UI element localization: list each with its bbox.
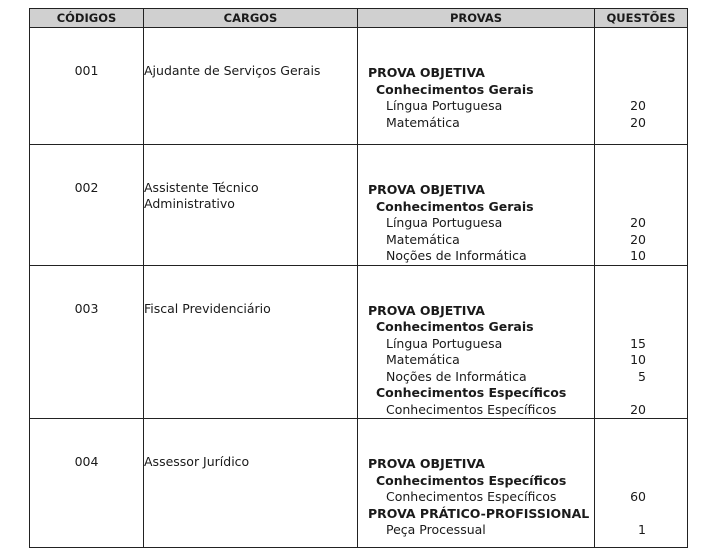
role-text: Fiscal Previdenciário (144, 300, 271, 316)
subject-item: Matemática (386, 114, 460, 130)
cell-code (30, 419, 144, 548)
cell-questoes (595, 28, 688, 145)
question-count: 60 (630, 489, 646, 504)
table-row (30, 265, 688, 419)
header-codigos: CÓDIGOS (30, 9, 144, 28)
cell-provas (358, 265, 595, 419)
question-count: 5 (638, 368, 646, 384)
cell-provas (358, 145, 595, 266)
table-row (30, 419, 688, 548)
header-cargos: CARGOS (144, 9, 358, 28)
question-count (595, 82, 687, 99)
code-text: 001 (74, 63, 99, 78)
section-heading: PROVA OBJETIVA (368, 456, 485, 471)
question-count (595, 473, 687, 490)
cell-provas (358, 419, 595, 548)
question-count (595, 319, 687, 336)
question-count (595, 506, 687, 523)
question-count: 10 (630, 248, 646, 263)
cell-code (30, 265, 144, 419)
header-provas: PROVAS (358, 9, 595, 28)
section-heading: Conhecimentos Gerais (376, 198, 534, 214)
subject-item: Língua Portuguesa (386, 98, 503, 113)
question-count: 20 (630, 231, 646, 247)
cell-questoes (595, 419, 688, 548)
question-count (595, 456, 687, 473)
question-count: 20 (630, 401, 646, 417)
question-count (595, 385, 687, 402)
role-text: Assistente Técnico Administrativo (144, 180, 259, 211)
subject-item: Peça Processual (386, 522, 486, 537)
subject-item: Conhecimentos Específicos (386, 401, 557, 417)
question-count (595, 65, 687, 82)
cell-role (144, 265, 358, 419)
subject-item: Língua Portuguesa (386, 215, 503, 230)
question-count: 15 (630, 335, 646, 351)
subject-item: Noções de Informática (386, 368, 527, 384)
section-heading: Conhecimentos Específicos (376, 385, 567, 400)
section-heading: PROVA PRÁTICO-PROFISSIONAL (368, 505, 590, 521)
header-questoes: QUESTÕES (595, 9, 688, 28)
code-text: 002 (74, 180, 99, 195)
subject-item: Matemática (386, 231, 460, 247)
section-heading: PROVA OBJETIVA (368, 65, 485, 80)
cell-questoes (595, 145, 688, 266)
code-text: 003 (74, 300, 99, 316)
section-heading: PROVA OBJETIVA (368, 302, 485, 318)
cell-code (30, 28, 144, 145)
role-text: Ajudante de Serviços Gerais (144, 63, 321, 78)
section-heading: PROVA OBJETIVA (368, 182, 485, 197)
question-count (595, 199, 687, 216)
cell-role (144, 145, 358, 266)
subject-item: Conhecimentos Específicos (386, 489, 557, 504)
subject-item: Noções de Informática (386, 248, 527, 263)
cell-code (30, 145, 144, 266)
table-row (30, 145, 688, 266)
question-count: 1 (638, 522, 646, 537)
section-heading: Conhecimentos Específicos (376, 472, 567, 488)
header-row (30, 9, 688, 28)
table-row (30, 28, 688, 145)
cell-role (144, 28, 358, 145)
question-count (595, 182, 687, 199)
question-count: 20 (630, 114, 646, 130)
question-count: 20 (630, 98, 646, 113)
exam-table (29, 8, 688, 548)
cell-provas (358, 28, 595, 145)
question-count (595, 303, 687, 320)
section-heading: Conhecimentos Gerais (376, 81, 534, 97)
subject-item: Língua Portuguesa (386, 335, 503, 351)
cell-role (144, 419, 358, 548)
question-count: 20 (630, 215, 646, 230)
section-heading: Conhecimentos Gerais (376, 319, 534, 334)
cell-questoes (595, 265, 688, 419)
code-text: 004 (74, 454, 99, 469)
role-text: Assessor Jurídico (144, 454, 250, 469)
question-count: 10 (630, 352, 646, 367)
subject-item: Matemática (386, 352, 460, 367)
